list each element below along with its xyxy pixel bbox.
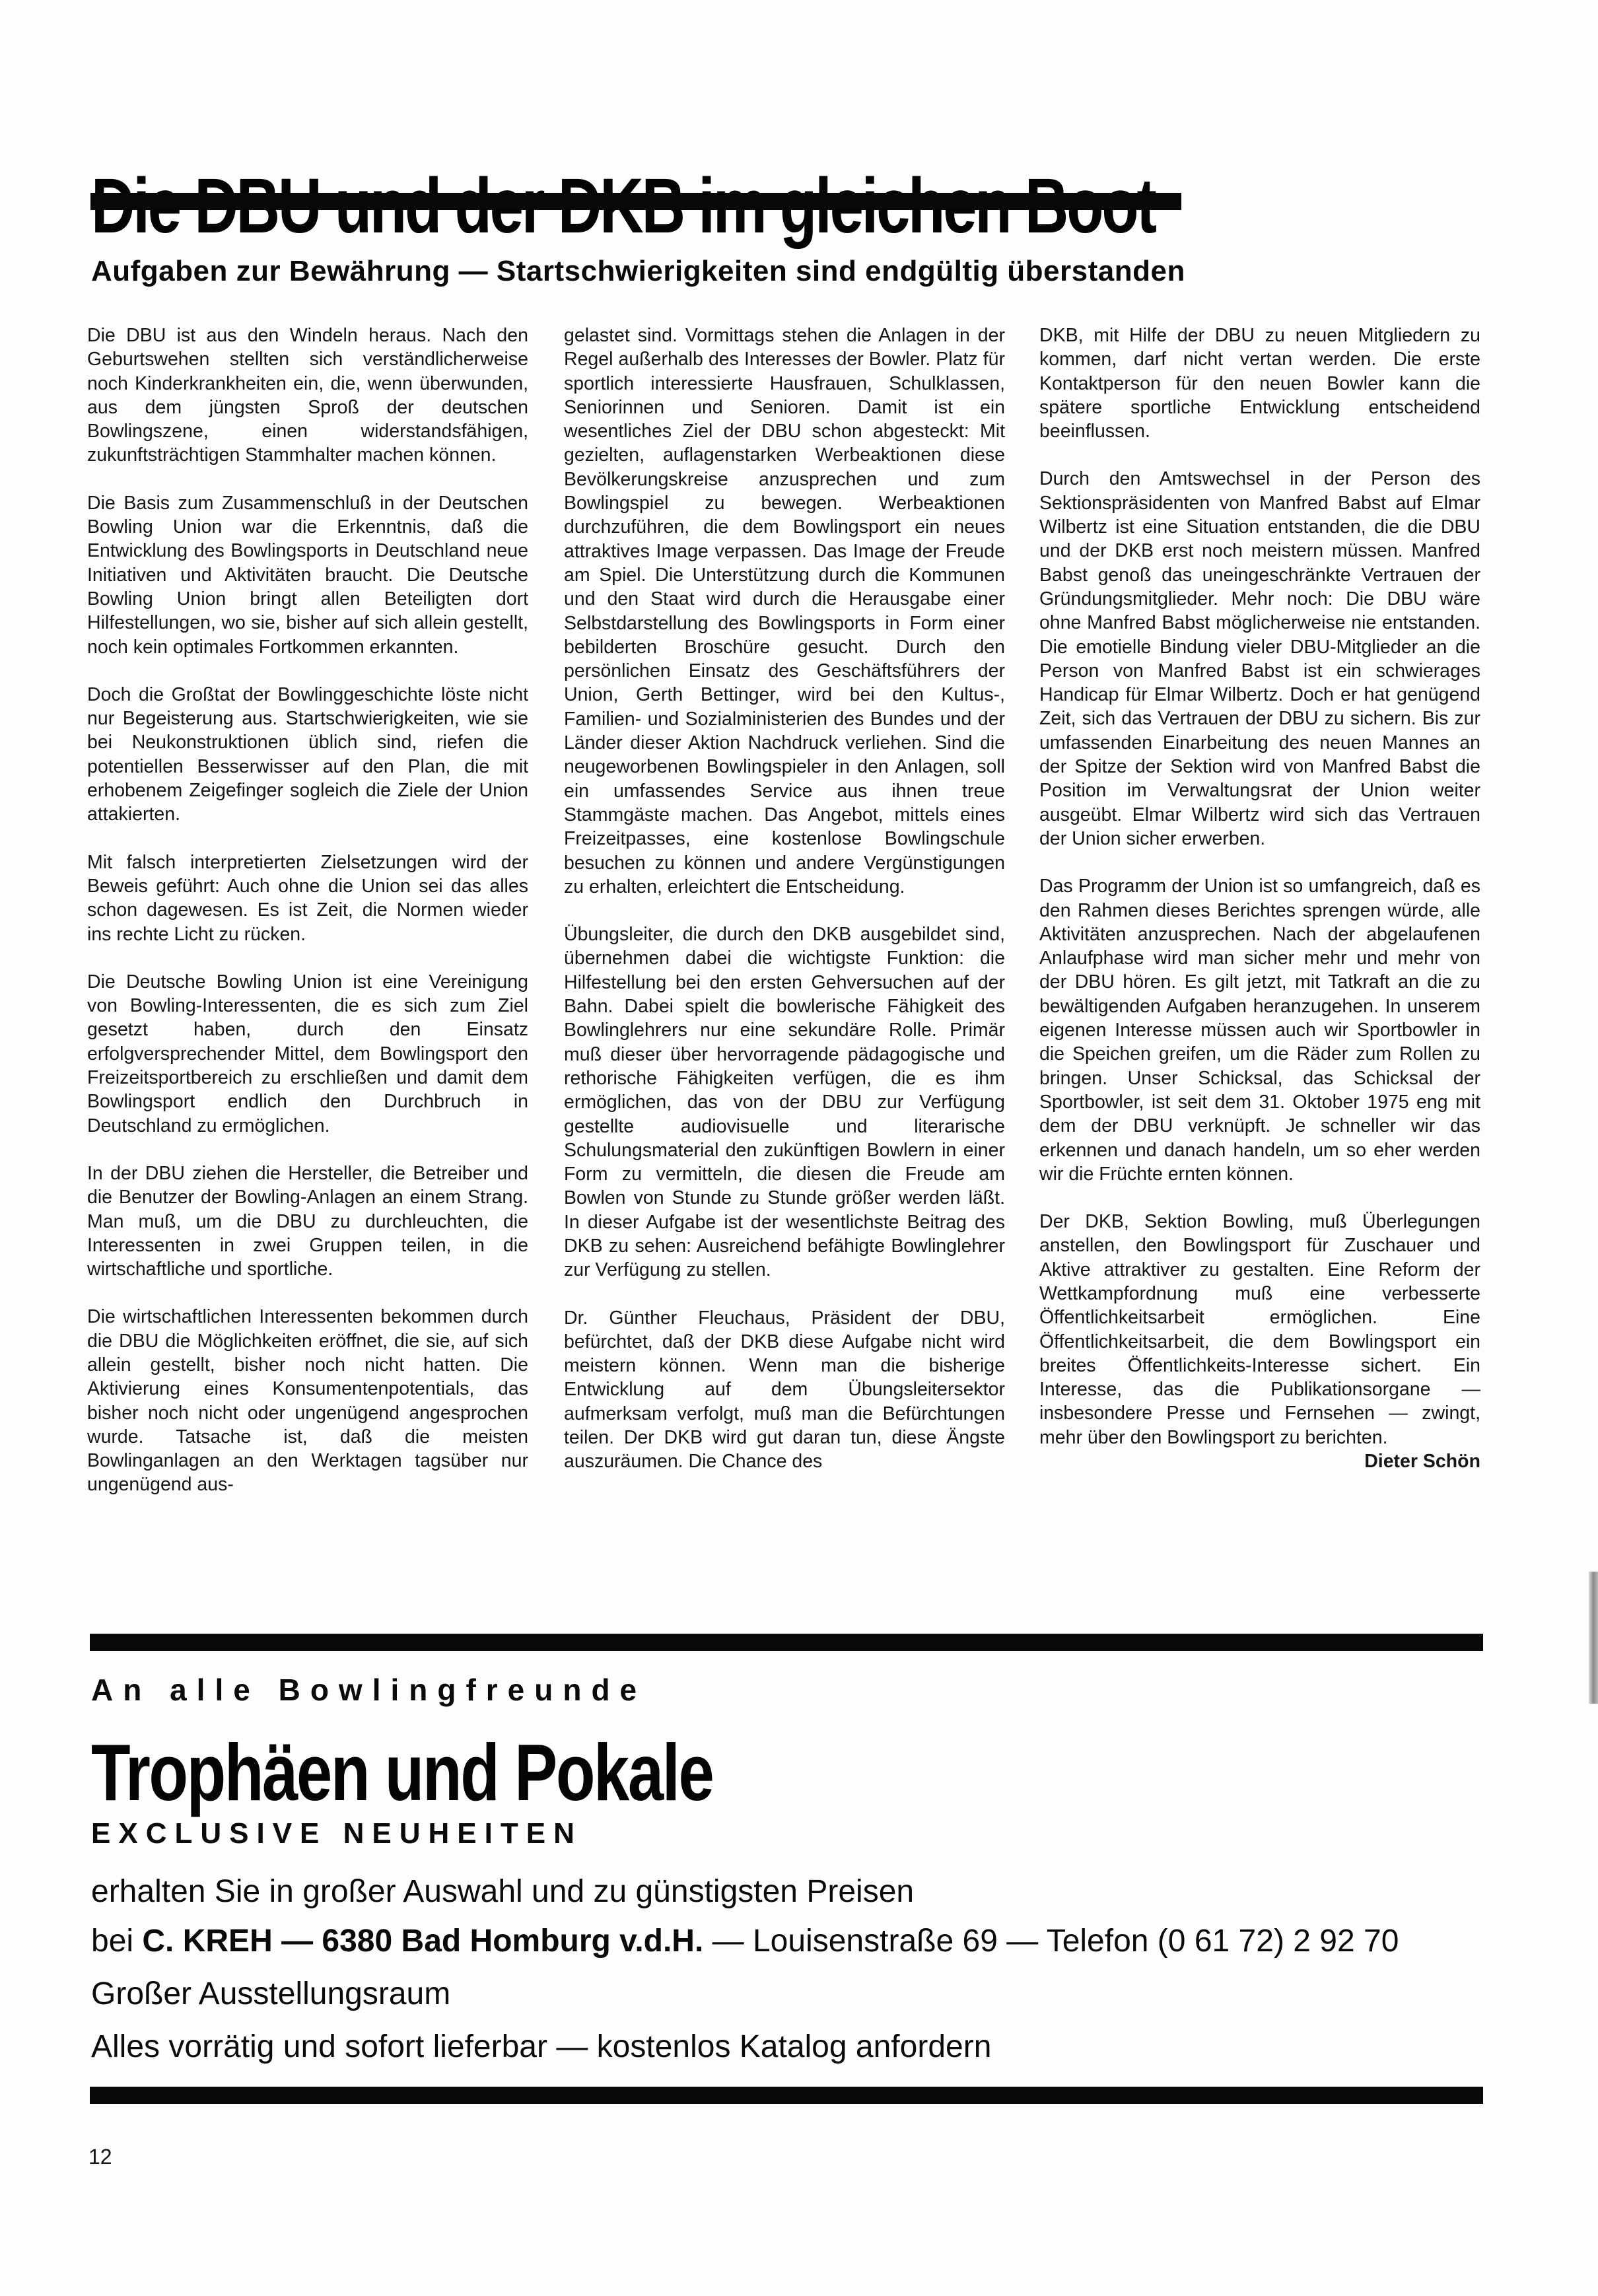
paragraph: Der DKB, Sektion Bowling, muß Überlegungen anstellen, den Bowlingsport für Zuschauer und Aktive attraktiver zu gestalten. Eine Reform der Wettkampfordnung muß eine verbesserte Öffentlichkeitsarbeit ermöglichen. Eine Öffentlichkeitsarbeit, die dem Bowlingsport ein breites Öffentlichkeits-Interesse sichert. Ein Interesse, das die Publikationsorgane — insbesondere Presse und Fernsehen — zwingt, mehr über den Bowlingsport zu berichten.	[1039, 1211, 1480, 1448]
paragraph: Doch die Großtat der Bowlinggeschichte löste nicht nur Begeisterung aus. Startschwierigkeiten, wie sie bei Neukonstruktionen üblich sind, riefen die potentiellen Besserwisser auf den Plan, die mit erhobenem Zeigefinger sogleich die Ziele der Union attakierten.	[87, 683, 528, 825]
headline-rule	[90, 193, 1181, 210]
ad-title: Trophäen und Pokale	[91, 1727, 713, 1817]
paragraph: Die Deutsche Bowling Union ist eine Vereinigung von Bowling-Interessenten, die es sich zum Ziel gesetzt haben, durch den Einsatz erfolgversprechender Mittel, dem Bowlingsport den Freizeitsportbereich zu erschließen und damit dem Bowlingsport endlich den Durchbruch in Deutschland zu ermöglichen.	[87, 971, 528, 1136]
scan-edge-shadow	[1589, 1572, 1598, 1704]
ad-line-catalog: Alles vorrätig und sofort lieferbar — kostenlos Katalog anfordern	[91, 2029, 992, 2064]
article-column-2	[564, 324, 1005, 1498]
ad-address-phone: — Louisenstraße 69 — Telefon (0 61 72) 2 92 70	[703, 1924, 1399, 1959]
paragraph: Dr. Günther Fleuchaus, Präsident der DBU, befürchtet, daß der DKB diese Aufgabe nicht wird meistern können. Wenn man die bisherige Entwicklung auf dem Übungsleitersektor aufmerksam verfolgt, muß man die Befürchtungen teilen. Der DKB wird gut daran tun, diese Ängste auszuräumen. Die Chance des	[564, 1307, 1005, 1473]
paragraph: Mit falsch interpretierten Zielsetzungen wird der Beweis geführt: Auch ohne die Union sei das alles schon dagewesen. Es ist Zeit, die Normen wieder ins rechte Licht zu rücken.	[87, 851, 528, 945]
paragraph: Durch den Amtswechsel in der Person des Sektionspräsidenten von Manfred Babst auf Elmar Wilbertz ist eine Situation entstanden, die die DBU und der DKB erst noch meistern müssen. Manfred Babst genoß das uneingeschränkte Vertrauen der Gründungsmitglieder. Mehr noch: Die DBU wäre ohne Manfred Babst möglicherweise nie entstanden. Die emotielle Bindung vieler DBU-Mitglieder an die Person von Manfred Babst ist ein schwierages Handicap für Elmar Wilbertz. Doch er hat genügend Zeit, sich das Vertrauen der DBU zu sichern. Bis zur umfassenden Einarbeitung des neuen Mannes an der Spitze der Sektion wird von Manfred Babst die Position im Verwaltungsrat der Union weiter ausgeübt. Elmar Wilbertz wird sich das Vertrauen der Union sicher erwerben.	[1039, 468, 1480, 849]
paragraph: DKB, mit Hilfe der DBU zu neuen Mitgliedern zu kommen, darf nicht vertan werden. Die erste Kontaktperson für den neuen Bowler kann die spätere sportliche Entwicklung entscheidend beeinflussen.	[1039, 325, 1480, 442]
paragraph: Die Basis zum Zusammenschluß in der Deutschen Bowling Union war die Erkenntnis, daß die Entwicklung des Bowlingsports in Deutschland neue Initiativen und Aktivitäten braucht. Die Deutsche Bowling Union bringt allen Beteiligten dort Hilfestellungen, wo sie, bisher auf sich allein gestellt, noch kein optimales Fortkommen erkannten.	[87, 492, 528, 658]
paragraph: Die wirtschaftlichen Interessenten bekommen durch die DBU die Möglichkeiten eröffnet, die sie, auf sich allein gestellt, bisher noch nicht hatten. Die Aktivierung eines Konsumentenpotentials, das bisher noch nicht oder ungenügend angesprochen wurde. Tatsache ist, daß die meisten Bowlinganlagen an den Werktagen tagsüber nur ungenügend aus-	[87, 1306, 528, 1496]
paragraph: Die DBU ist aus den Windeln heraus. Nach den Geburtswehen stellten sich verständlicherweise noch Kinderkrankheiten ein, die, wenn überwunden, aus dem jüngsten Sproß der deutschen Bowlingszene, einen widerstandsfähigen, zukunftsträchtigen Stammhalter machen können.	[87, 325, 528, 466]
ad-tagline: EXCLUSIVE NEUHEITEN	[91, 1817, 582, 1850]
ad-contact-prefix: bei	[91, 1924, 143, 1959]
paragraph: Das Programm der Union ist so umfangreich, daß es den Rahmen dieses Berichtes sprengen würde, alle Aktivitäten anzusprechen. Nach der abgelaufenen Anlaufphase wird man sicher mehr und mehr von der DBU hören. Es gilt jetzt, mit Tatkraft an die zu bewältigenden Aufgaben heranzugehen. In unserem eigenen Interesse müssen auch wir Sportbowler in die Speichen greifen, um die Räder zum Rollen zu bringen. Unser Schicksal, das Schicksal der Sportbowler, ist seit dem 31. Oktober 1975 eng mit dem der DBU verknüpft. Je schneller wir das erkennen und danach handeln, um so eher werden wir die Früchte ernten können.	[1039, 876, 1480, 1185]
ad-line-selection: erhalten Sie in großer Auswahl und zu günstigsten Preisen	[91, 1874, 915, 1909]
page-number: 12	[88, 2145, 112, 2169]
ad-top-rule	[90, 1634, 1483, 1651]
ad-kicker: An alle Bowlingfreunde	[91, 1673, 647, 1707]
ad-line-showroom: Großer Ausstellungsraum	[91, 1976, 451, 2011]
ad-line-contact	[91, 1922, 1399, 1961]
ad-company: C. KREH — 6380 Bad Homburg v.d.H.	[142, 1924, 704, 1959]
article-body	[87, 324, 1480, 1565]
paragraph: In der DBU ziehen die Hersteller, die Betreiber und die Benutzer der Bowling-Anlagen an einem Strang. Man muß, um die DBU zu durchleuchten, die Interessenten in zwei Gruppen teilen, in die wirtschaftliche und sportliche.	[87, 1162, 528, 1280]
author-signature: Dieter Schön	[1364, 1451, 1480, 1473]
paragraph-with-signature	[1039, 1210, 1480, 1473]
paragraph: Übungsleiter, die durch den DKB ausgebildet sind, übernehmen dabei die wichtigste Funktion: die Hilfestellung bei den ersten Gehversuchen auf der Bahn. Dabei spielt die bowlerische Fähigkeit des Bowlinglehrers nur eine sekundäre Rolle. Primär muß dieser über hervorragende pädagogische und rethorische Fähigkeiten verfügen, die es ihm ermöglichen, das von der DBU zur Verfügung gestellte audiovisuelle und literarische Schulungsmaterial den zukünftigen Bowlern in einer Form zu vermitteln, die diesen die Freude am Bowlen von Stunde zu Stunde größer werden läßt. In dieser Aufgabe ist der wesentlichste Beitrag des DKB zu sehen: Ausreichend befähigte Bowlinglehrer zur Verfügung zu stellen.	[564, 924, 1005, 1281]
article-subheadline: Aufgaben zur Bewährung — Startschwierigkeiten sind endgültig überstanden	[91, 254, 1185, 287]
paragraph: gelastet sind. Vormittags stehen die Anlagen in der Regel außerhalb des Interesses der Bowler. Platz für sportlich interessierte Hausfrauen, Schulklassen, Seniorinnen und Senioren. Damit ist ein wesentliches Ziel der DBU schon abgesteckt: Mit gezielten, auflagenstarken Werbeaktionen diese Bevölkerungskreise anzusprechen und zum Bowlingspiel zu bewegen. Werbeaktionen durchzuführen, die dem Bowlingsport ein neues attraktives Image verpassen. Das Image der Freude am Spiel. Die Unterstützung durch die Kommunen und den Staat wird durch die Herausgabe einer Selbstdarstellung des Bowlingsports in Form einer bebilderten Broschüre gesucht. Durch den persönlichen Einsatz des Geschäftsführers der Union, Gerth Bettinger, wird bei den Kultus-, Familien- und Sozialministerien des Bundes und der Länder dieser Aktion Nachdruck verliehen. Sind die neugeworbenen Bowlingspieler in den Anlagen, soll ein umfassendes Service aus ihnen treue Stammgäste machen. Das Angebot, mittels eines Freizeitpasses, eine kostenlose Bowlingschule besuchen zu können und andere Vergünstigungen zu erhalten, erleichtert die Entscheidung.	[564, 325, 1005, 897]
article-column-1	[87, 324, 528, 1521]
article-column-3	[1039, 324, 1480, 1473]
ad-bottom-rule	[90, 2087, 1483, 2104]
